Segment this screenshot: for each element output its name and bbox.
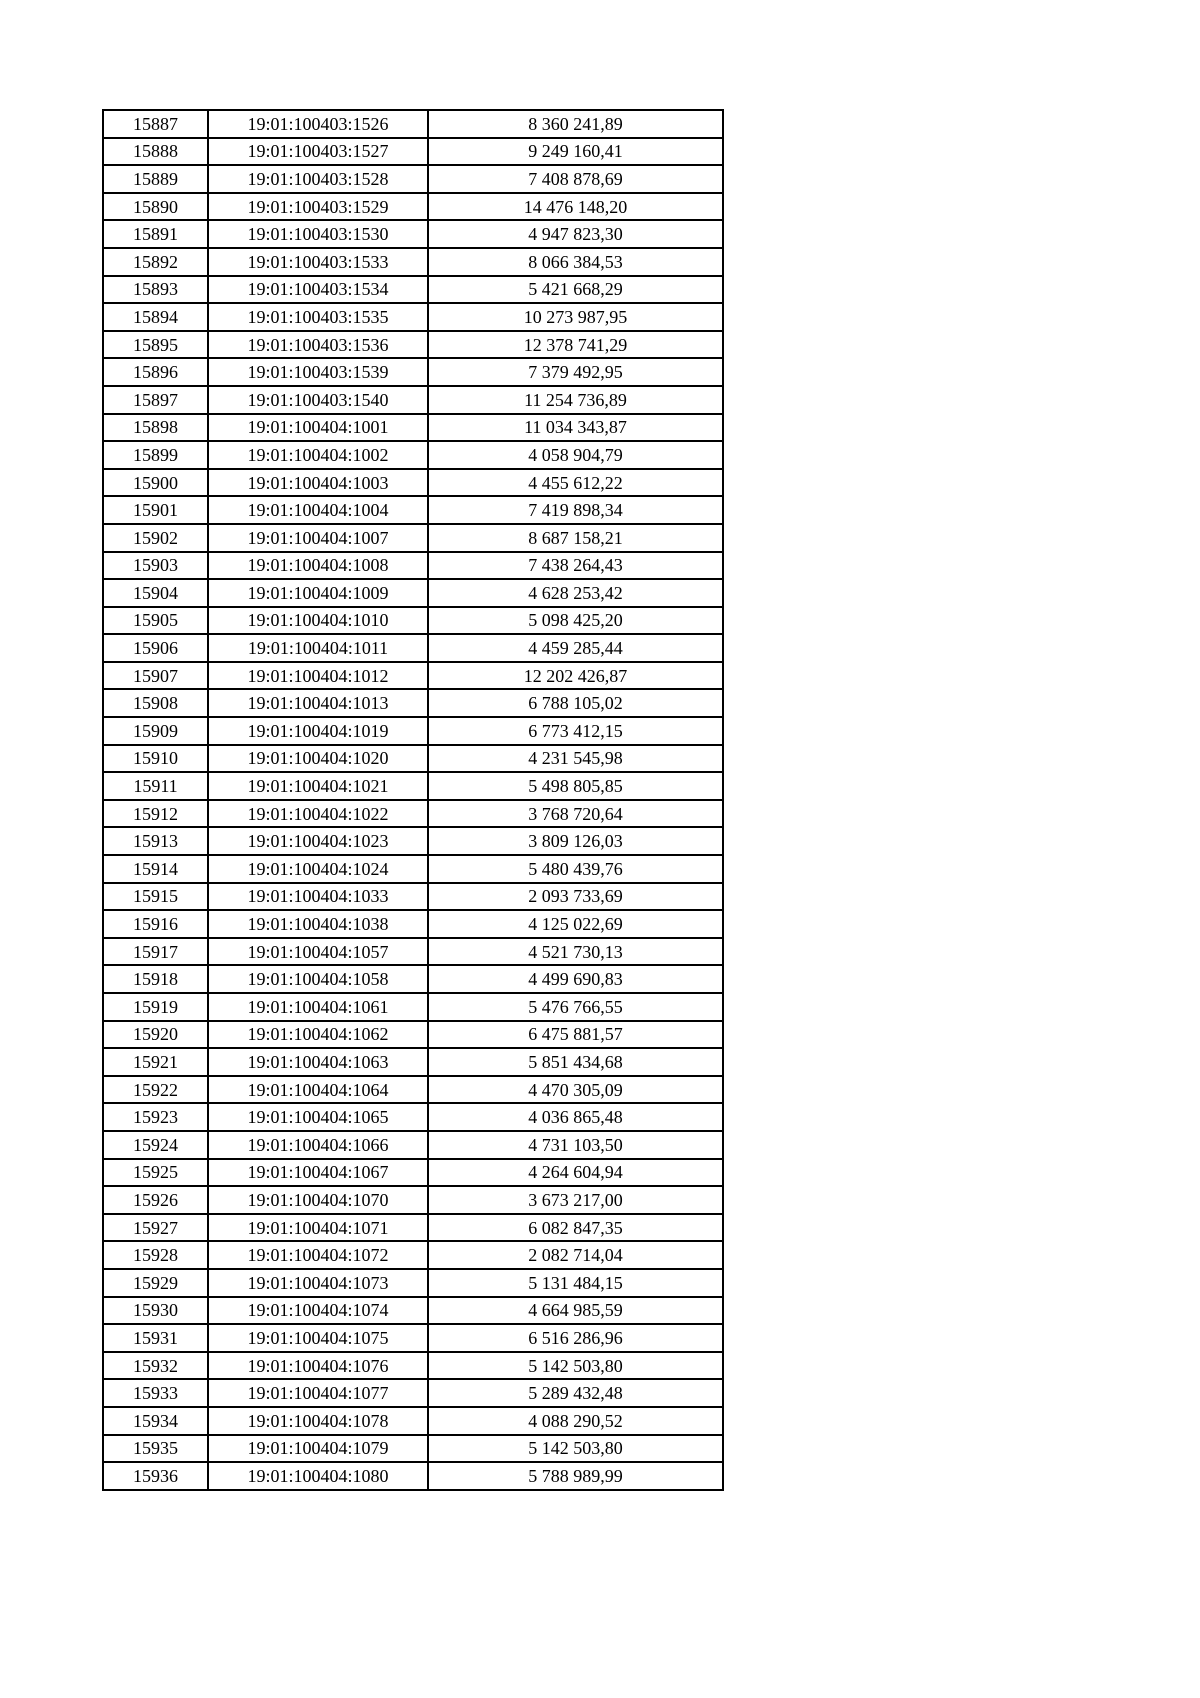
row-number-cell: 15892 — [103, 248, 208, 276]
cadastral-value-cell: 4 947 823,30 — [428, 220, 723, 248]
cadastral-number-cell: 19:01:100404:1070 — [208, 1186, 428, 1214]
cadastral-value-cell: 8 687 158,21 — [428, 524, 723, 552]
cadastral-number-cell: 19:01:100403:1536 — [208, 331, 428, 359]
table-row — [103, 1159, 723, 1187]
table-row — [103, 441, 723, 469]
row-number-cell: 15919 — [103, 993, 208, 1021]
table-row — [103, 634, 723, 662]
cadastral-number-cell: 19:01:100404:1075 — [208, 1324, 428, 1352]
row-number-cell: 15898 — [103, 414, 208, 442]
cadastral-value-cell: 4 499 690,83 — [428, 965, 723, 993]
cadastral-value-cell: 5 131 484,15 — [428, 1269, 723, 1297]
table-row — [103, 165, 723, 193]
cadastral-number-cell: 19:01:100404:1079 — [208, 1435, 428, 1463]
cadastral-value-cell: 6 475 881,57 — [428, 1021, 723, 1049]
row-number-cell: 15910 — [103, 745, 208, 773]
cadastral-number-cell: 19:01:100404:1078 — [208, 1407, 428, 1435]
table-row — [103, 1379, 723, 1407]
row-number-cell: 15930 — [103, 1297, 208, 1325]
cadastral-number-cell: 19:01:100403:1530 — [208, 220, 428, 248]
cadastral-value-cell: 4 088 290,52 — [428, 1407, 723, 1435]
cadastral-number-cell: 19:01:100404:1023 — [208, 827, 428, 855]
row-number-cell: 15890 — [103, 193, 208, 221]
row-number-cell: 15904 — [103, 579, 208, 607]
cadastral-value-cell: 8 066 384,53 — [428, 248, 723, 276]
cadastral-value-cell: 4 455 612,22 — [428, 469, 723, 497]
cadastral-value-cell: 4 731 103,50 — [428, 1131, 723, 1159]
cadastral-value-cell: 7 408 878,69 — [428, 165, 723, 193]
cadastral-number-cell: 19:01:100403:1540 — [208, 386, 428, 414]
table-row — [103, 358, 723, 386]
table-row — [103, 855, 723, 883]
cadastral-value-cell: 6 082 847,35 — [428, 1214, 723, 1242]
cadastral-number-cell: 19:01:100404:1061 — [208, 993, 428, 1021]
row-number-cell: 15933 — [103, 1379, 208, 1407]
row-number-cell: 15918 — [103, 965, 208, 993]
table-row — [103, 220, 723, 248]
row-number-cell: 15917 — [103, 938, 208, 966]
cadastral-number-cell: 19:01:100404:1007 — [208, 524, 428, 552]
cadastral-number-cell: 19:01:100404:1011 — [208, 634, 428, 662]
row-number-cell: 15914 — [103, 855, 208, 883]
cadastral-number-cell: 19:01:100404:1033 — [208, 883, 428, 911]
table-row — [103, 1214, 723, 1242]
table-row — [103, 1048, 723, 1076]
cadastral-number-cell: 19:01:100404:1003 — [208, 469, 428, 497]
cadastral-number-cell: 19:01:100403:1528 — [208, 165, 428, 193]
table-row — [103, 965, 723, 993]
row-number-cell: 15894 — [103, 303, 208, 331]
row-number-cell: 15906 — [103, 634, 208, 662]
cadastral-number-cell: 19:01:100403:1533 — [208, 248, 428, 276]
cadastral-value-cell: 8 360 241,89 — [428, 110, 723, 138]
cadastral-number-cell: 19:01:100404:1021 — [208, 772, 428, 800]
table-row — [103, 110, 723, 138]
cadastral-value-cell: 5 098 425,20 — [428, 607, 723, 635]
cadastral-number-cell: 19:01:100403:1535 — [208, 303, 428, 331]
row-number-cell: 15935 — [103, 1435, 208, 1463]
table-row — [103, 745, 723, 773]
table-row — [103, 1269, 723, 1297]
cadastral-number-cell: 19:01:100404:1063 — [208, 1048, 428, 1076]
table-row — [103, 1021, 723, 1049]
row-number-cell: 15893 — [103, 276, 208, 304]
cadastral-value-cell: 4 264 604,94 — [428, 1159, 723, 1187]
cadastral-number-cell: 19:01:100403:1526 — [208, 110, 428, 138]
table-row — [103, 248, 723, 276]
table-row — [103, 1297, 723, 1325]
cadastral-number-cell: 19:01:100404:1004 — [208, 496, 428, 524]
row-number-cell: 15926 — [103, 1186, 208, 1214]
table-row — [103, 303, 723, 331]
row-number-cell: 15913 — [103, 827, 208, 855]
cadastral-value-cell: 6 788 105,02 — [428, 689, 723, 717]
table-row — [103, 524, 723, 552]
row-number-cell: 15936 — [103, 1462, 208, 1490]
table-row — [103, 662, 723, 690]
cadastral-value-cell: 11 034 343,87 — [428, 414, 723, 442]
row-number-cell: 15934 — [103, 1407, 208, 1435]
cadastral-value-cell: 2 082 714,04 — [428, 1241, 723, 1269]
cadastral-value-cell: 5 421 668,29 — [428, 276, 723, 304]
cadastral-number-cell: 19:01:100404:1057 — [208, 938, 428, 966]
cadastral-value-cell: 5 851 434,68 — [428, 1048, 723, 1076]
table-row — [103, 1462, 723, 1490]
cadastral-value-cell: 9 249 160,41 — [428, 138, 723, 166]
cadastral-number-cell: 19:01:100404:1077 — [208, 1379, 428, 1407]
table-row — [103, 496, 723, 524]
cadastral-value-cell: 7 419 898,34 — [428, 496, 723, 524]
row-number-cell: 15920 — [103, 1021, 208, 1049]
row-number-cell: 15924 — [103, 1131, 208, 1159]
cadastral-value-cell: 4 058 904,79 — [428, 441, 723, 469]
row-number-cell: 15928 — [103, 1241, 208, 1269]
row-number-cell: 15889 — [103, 165, 208, 193]
row-number-cell: 15887 — [103, 110, 208, 138]
table-row — [103, 469, 723, 497]
cadastral-number-cell: 19:01:100404:1008 — [208, 552, 428, 580]
row-number-cell: 15899 — [103, 441, 208, 469]
cadastral-number-cell: 19:01:100403:1529 — [208, 193, 428, 221]
cadastral-value-cell: 4 628 253,42 — [428, 579, 723, 607]
row-number-cell: 15896 — [103, 358, 208, 386]
cadastral-value-cell: 6 516 286,96 — [428, 1324, 723, 1352]
table-row — [103, 689, 723, 717]
cadastral-value-cell: 3 768 720,64 — [428, 800, 723, 828]
table-row — [103, 552, 723, 580]
cadastral-value-cell: 11 254 736,89 — [428, 386, 723, 414]
row-number-cell: 15901 — [103, 496, 208, 524]
cadastral-value-cell: 5 289 432,48 — [428, 1379, 723, 1407]
cadastral-value-cell: 12 202 426,87 — [428, 662, 723, 690]
row-number-cell: 15927 — [103, 1214, 208, 1242]
cadastral-number-cell: 19:01:100404:1067 — [208, 1159, 428, 1187]
table-row — [103, 938, 723, 966]
row-number-cell: 15922 — [103, 1076, 208, 1104]
cadastral-number-cell: 19:01:100404:1012 — [208, 662, 428, 690]
cadastral-value-cell: 5 476 766,55 — [428, 993, 723, 1021]
cadastral-value-cell: 7 379 492,95 — [428, 358, 723, 386]
cadastral-number-cell: 19:01:100404:1010 — [208, 607, 428, 635]
cadastral-value-cell: 5 498 805,85 — [428, 772, 723, 800]
cadastral-value-cell: 4 459 285,44 — [428, 634, 723, 662]
cadastral-number-cell: 19:01:100404:1038 — [208, 910, 428, 938]
row-number-cell: 15895 — [103, 331, 208, 359]
cadastral-value-cell: 3 809 126,03 — [428, 827, 723, 855]
table-row — [103, 800, 723, 828]
cadastral-value-cell: 12 378 741,29 — [428, 331, 723, 359]
cadastral-value-cell: 4 521 730,13 — [428, 938, 723, 966]
row-number-cell: 15915 — [103, 883, 208, 911]
cadastral-number-cell: 19:01:100404:1072 — [208, 1241, 428, 1269]
row-number-cell: 15932 — [103, 1352, 208, 1380]
table-row — [103, 331, 723, 359]
cadastral-value-cell: 5 142 503,80 — [428, 1352, 723, 1380]
cadastral-number-cell: 19:01:100404:1019 — [208, 717, 428, 745]
cadastral-value-cell: 7 438 264,43 — [428, 552, 723, 580]
table-row — [103, 579, 723, 607]
table-row — [103, 414, 723, 442]
table-body — [103, 110, 723, 1490]
cadastral-number-cell: 19:01:100404:1071 — [208, 1214, 428, 1242]
row-number-cell: 15908 — [103, 689, 208, 717]
cadastral-value-cell: 14 476 148,20 — [428, 193, 723, 221]
table-row — [103, 138, 723, 166]
table-row — [103, 883, 723, 911]
cadastral-value-cell: 4 470 305,09 — [428, 1076, 723, 1104]
cadastral-value-cell: 6 773 412,15 — [428, 717, 723, 745]
row-number-cell: 15897 — [103, 386, 208, 414]
cadastral-number-cell: 19:01:100404:1058 — [208, 965, 428, 993]
cadastral-number-cell: 19:01:100404:1009 — [208, 579, 428, 607]
cadastral-value-cell: 4 036 865,48 — [428, 1103, 723, 1131]
cadastral-number-cell: 19:01:100404:1073 — [208, 1269, 428, 1297]
cadastral-number-cell: 19:01:100404:1080 — [208, 1462, 428, 1490]
table-row — [103, 993, 723, 1021]
cadastral-number-cell: 19:01:100404:1064 — [208, 1076, 428, 1104]
row-number-cell: 15902 — [103, 524, 208, 552]
row-number-cell: 15907 — [103, 662, 208, 690]
table-row — [103, 1186, 723, 1214]
table-row — [103, 1131, 723, 1159]
cadastral-number-cell: 19:01:100404:1002 — [208, 441, 428, 469]
cadastral-number-cell: 19:01:100404:1062 — [208, 1021, 428, 1049]
table-row — [103, 717, 723, 745]
cadastral-number-cell: 19:01:100404:1020 — [208, 745, 428, 773]
table-row — [103, 193, 723, 221]
table-row — [103, 276, 723, 304]
cadastral-number-cell: 19:01:100404:1022 — [208, 800, 428, 828]
row-number-cell: 15925 — [103, 1159, 208, 1187]
row-number-cell: 15900 — [103, 469, 208, 497]
row-number-cell: 15912 — [103, 800, 208, 828]
cadastral-number-cell: 19:01:100404:1001 — [208, 414, 428, 442]
table-row — [103, 772, 723, 800]
table-row — [103, 386, 723, 414]
row-number-cell: 15931 — [103, 1324, 208, 1352]
table-row — [103, 827, 723, 855]
row-number-cell: 15911 — [103, 772, 208, 800]
row-number-cell: 15916 — [103, 910, 208, 938]
cadastral-number-cell: 19:01:100404:1066 — [208, 1131, 428, 1159]
row-number-cell: 15909 — [103, 717, 208, 745]
cadastral-number-cell: 19:01:100404:1076 — [208, 1352, 428, 1380]
row-number-cell: 15891 — [103, 220, 208, 248]
cadastral-value-cell: 4 125 022,69 — [428, 910, 723, 938]
cadastral-number-cell: 19:01:100404:1065 — [208, 1103, 428, 1131]
cadastral-value-table — [102, 109, 724, 1491]
cadastral-value-cell: 5 480 439,76 — [428, 855, 723, 883]
cadastral-value-cell: 3 673 217,00 — [428, 1186, 723, 1214]
cadastral-number-cell: 19:01:100403:1527 — [208, 138, 428, 166]
cadastral-value-cell: 5 142 503,80 — [428, 1435, 723, 1463]
cadastral-number-cell: 19:01:100404:1024 — [208, 855, 428, 883]
cadastral-value-cell: 5 788 989,99 — [428, 1462, 723, 1490]
table-row — [103, 1103, 723, 1131]
row-number-cell: 15923 — [103, 1103, 208, 1131]
cadastral-value-cell: 2 093 733,69 — [428, 883, 723, 911]
table-row — [103, 1407, 723, 1435]
table-row — [103, 1076, 723, 1104]
table-row — [103, 1324, 723, 1352]
cadastral-value-cell: 4 231 545,98 — [428, 745, 723, 773]
cadastral-value-cell: 4 664 985,59 — [428, 1297, 723, 1325]
table-row — [103, 910, 723, 938]
cadastral-number-cell: 19:01:100404:1013 — [208, 689, 428, 717]
table-row — [103, 1435, 723, 1463]
row-number-cell: 15888 — [103, 138, 208, 166]
row-number-cell: 15921 — [103, 1048, 208, 1076]
table-row — [103, 607, 723, 635]
table-row — [103, 1241, 723, 1269]
row-number-cell: 15903 — [103, 552, 208, 580]
cadastral-number-cell: 19:01:100403:1539 — [208, 358, 428, 386]
cadastral-value-cell: 10 273 987,95 — [428, 303, 723, 331]
cadastral-number-cell: 19:01:100403:1534 — [208, 276, 428, 304]
table-row — [103, 1352, 723, 1380]
cadastral-number-cell: 19:01:100404:1074 — [208, 1297, 428, 1325]
row-number-cell: 15905 — [103, 607, 208, 635]
row-number-cell: 15929 — [103, 1269, 208, 1297]
